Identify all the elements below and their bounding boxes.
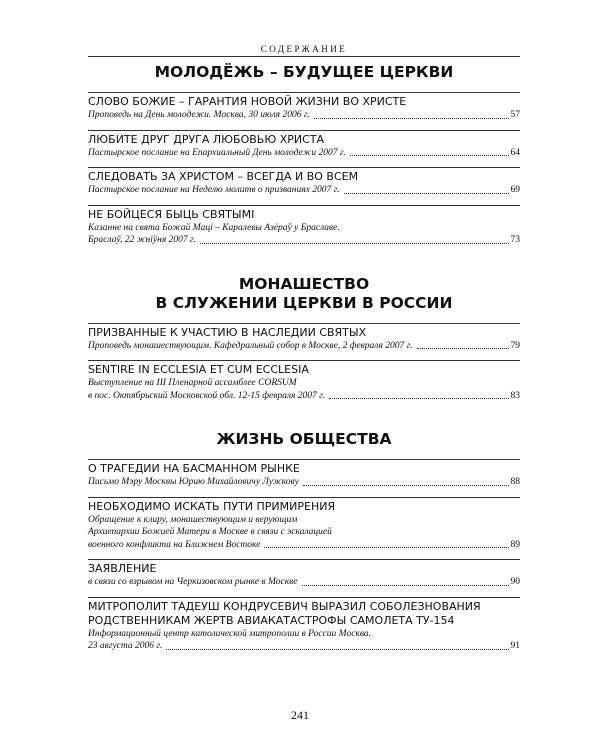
entry-page-number: 90 — [510, 577, 520, 587]
section-title — [88, 63, 520, 82]
entry-leader-line — [88, 109, 520, 122]
toc-entry — [88, 92, 520, 122]
entry-subtitle: Проповедь монашествующим. Кафедральный собор в Москве, 2 февраля 2007 г. — [88, 340, 413, 351]
entry-subtitle: Выступление на III Пленарной ассамблее CORSUM — [88, 378, 297, 388]
entry-title-line: МИТРОПОЛИТ ТАДЕУШ КОНДРУСЕВИЧ ВЫРАЗИЛ СОБОЛЕЗНОВАНИЯ — [88, 599, 481, 613]
entry-title-line: ЗАЯВЛЕНИЕ — [88, 562, 157, 575]
entry-leader-line — [88, 576, 520, 589]
toc-section — [88, 275, 520, 403]
section-title-line: ЖИЗНЬ ОБЩЕСТВА — [216, 430, 392, 448]
entry-title — [88, 92, 520, 109]
dot-leader — [344, 193, 509, 194]
entry-leader-line — [88, 147, 520, 160]
entry-subtitle: Проповедь на День молодежи. Москва, 30 июля 2006 г. — [88, 110, 310, 120]
entry-title-line: СЛЕДОВАТЬ ЗА ХРИСТОМ – ВСЕГДА И ВО ВСЕМ — [88, 170, 359, 183]
toc-entry — [88, 360, 520, 402]
entry-title — [88, 130, 520, 147]
dot-leader — [303, 485, 509, 486]
dot-leader — [350, 155, 509, 156]
toc-entry — [88, 130, 520, 160]
entry-subtitle: военного конфликта на Ближнем Востоке — [88, 539, 261, 550]
entry-subtitle: Пастырское послание на Неделю молитв о призваниях 2007 г. — [88, 185, 340, 195]
dot-leader — [302, 585, 509, 586]
entry-page-number: 79 — [510, 340, 520, 351]
entry-title-line: О ТРАГЕДИИ НА БАСМАННОМ РЫНКЕ — [88, 462, 300, 475]
running-header: СОДЕРЖАНИЕ — [88, 44, 520, 57]
toc-entry — [88, 167, 520, 197]
entry-page-number: 88 — [510, 477, 520, 487]
toc-entry — [88, 459, 520, 489]
entry-leader-line — [88, 390, 520, 403]
entry-page-number: 64 — [510, 147, 520, 158]
entry-subtitle: Архиепархии Божией Матери в Москве в связи с эскалацией — [88, 527, 332, 537]
section-title-line: В СЛУЖЕНИИ ЦЕРКВИ В РОССИИ — [155, 293, 453, 312]
entry-leader-line — [88, 184, 520, 197]
entry-leader-line — [88, 640, 520, 653]
entry-title — [88, 497, 520, 514]
entry-page-number: 91 — [510, 641, 520, 651]
entry-title — [88, 323, 520, 340]
entry-leader-line — [88, 476, 520, 489]
entry-subtitle: в пос. Октябрьский Московской обл. 12-15 февраля 2007 г. — [88, 390, 326, 401]
section-title — [88, 275, 520, 313]
page-number: 241 — [291, 708, 309, 722]
dot-leader — [264, 547, 508, 548]
entry-title — [88, 167, 520, 184]
section-title-line: МОЛОДЁЖЬ – БУДУЩЕЕ ЦЕРКВИ — [154, 63, 454, 81]
table-of-contents — [88, 63, 520, 681]
toc-section — [88, 430, 520, 653]
entry-title — [88, 597, 520, 628]
entry-title-line: ПРИЗВАННЫЕ К УЧАСТИЮ В НАСЛЕДИИ СВЯТЫХ — [88, 325, 367, 339]
entry-title-line: SENTIRE IN ECCLESIA ET CUM ECCLESIA — [88, 363, 309, 376]
entry-title-line: РОДСТВЕННИКАМ ЖЕРТВ АВИАКАТАСТРОФЫ САМОЛЕТА ТУ-154 — [88, 613, 455, 627]
dot-leader — [166, 649, 508, 650]
entry-page-number: 89 — [510, 539, 520, 550]
entry-leader-line — [88, 539, 520, 552]
dot-leader — [200, 243, 509, 244]
entry-leader-line — [88, 340, 520, 353]
entry-title — [88, 459, 520, 476]
entry-subtitle: Обращение к клиру, монашествующим и верующим — [88, 514, 298, 525]
entry-page-number: 69 — [510, 185, 520, 195]
entry-title — [88, 559, 520, 576]
entry-title-line: ЛЮБИТЕ ДРУГ ДРУГА ЛЮБОВЬЮ ХРИСТА — [88, 132, 325, 146]
entry-subtitle: Браслаў, 22 жніўня 2007 г. — [88, 235, 196, 245]
entry-subtitle: в связи со взрывом на Черкизовском рынке в Москве — [88, 577, 298, 587]
entry-title — [88, 360, 520, 377]
entry-leader-line — [88, 234, 520, 247]
entry-title-line: НЕОБХОДИМО ИСКАТЬ ПУТИ ПРИМИРЕНИЯ — [88, 499, 336, 513]
dot-leader — [417, 348, 509, 349]
toc-entry — [88, 497, 520, 552]
toc-entry — [88, 323, 520, 353]
dot-leader — [329, 398, 508, 399]
entry-page-number: 83 — [510, 390, 520, 401]
toc-section — [88, 63, 520, 247]
toc-entry — [88, 559, 520, 589]
entry-subtitle: Пастырское послание на Епархиальный День молодежи 2007 г. — [88, 147, 346, 158]
section-title-line: МОНАШЕСТВО — [238, 274, 370, 293]
entry-subtitle: Письмо Мэру Москвы Юрию Михайловичу Лужкову — [88, 477, 299, 487]
dot-leader — [314, 118, 509, 119]
entry-subtitle: Информационный центр католической митрополии в России Москва. — [88, 628, 372, 639]
entry-page-number: 57 — [510, 110, 520, 120]
entry-subtitle: 23 августа 2006 г. — [88, 641, 163, 651]
section-title — [88, 430, 520, 449]
entry-title-line: СЛОВО БОЖИЕ – ГАРАНТИЯ НОВОЙ ЖИЗНИ ВО ХРИСТЕ — [88, 95, 407, 108]
toc-entry — [88, 597, 520, 653]
entry-title-line: НЕ БОЙЦЕСЯ БЫЦЬ СВЯТЫМІ — [88, 207, 255, 221]
toc-entry — [88, 205, 520, 247]
entry-page-number: 73 — [510, 235, 520, 245]
entry-subtitle: Казанне на свята Божай Маці – Каралевы Азёраў у Браславе. — [88, 222, 340, 233]
entry-title — [88, 205, 520, 222]
